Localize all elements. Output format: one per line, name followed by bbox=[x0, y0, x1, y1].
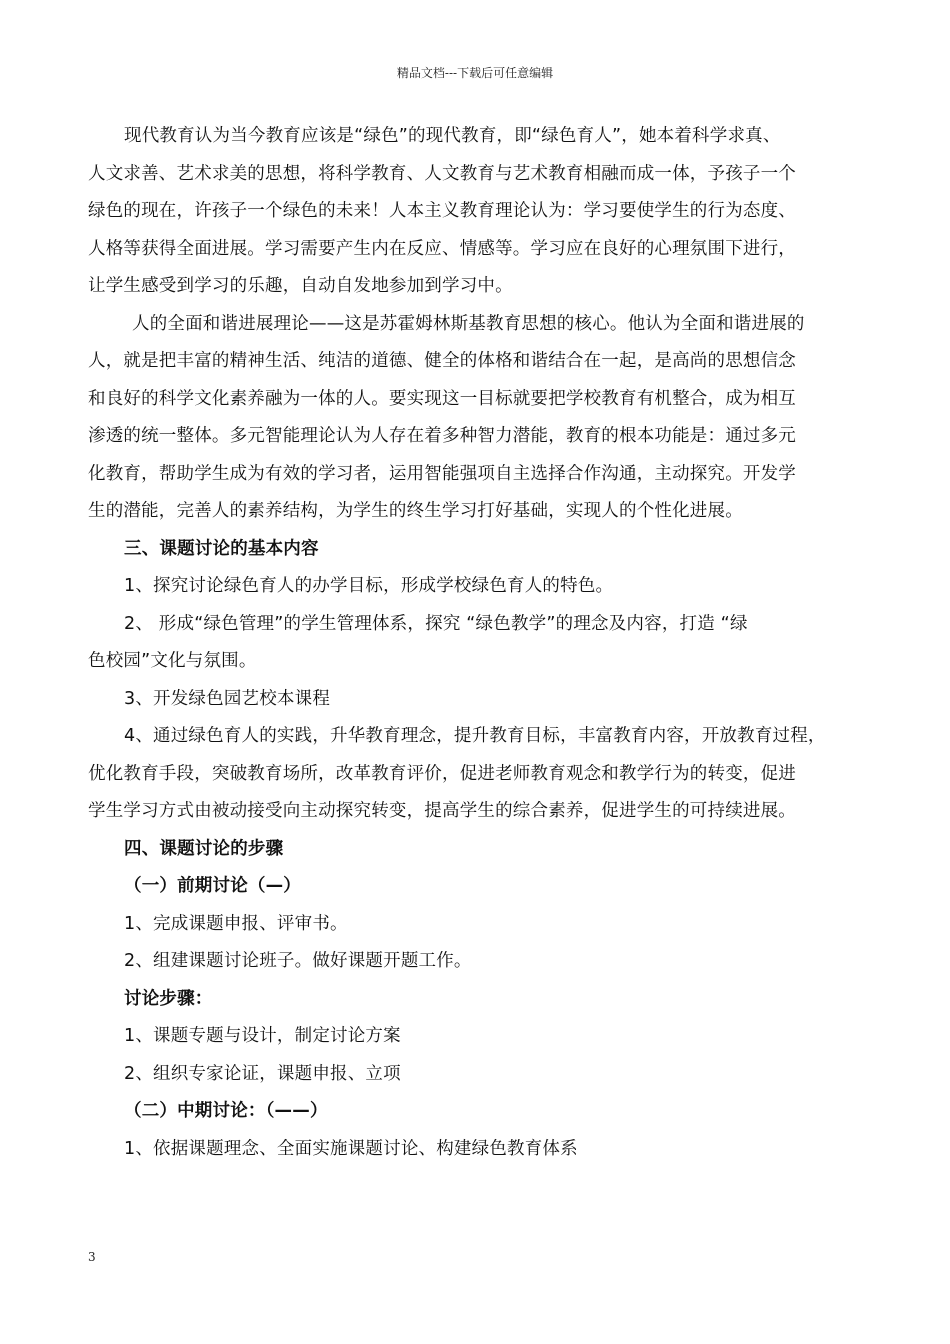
paragraph-line: 渗透的统一整体。多元智能理论认为人存在着多种智力潜能，教育的根本功能是：通过多元 bbox=[88, 426, 796, 446]
section-heading: 四、课题讨论的步骤 bbox=[124, 838, 284, 859]
list-item: 1、课题专题与设计，制定讨论方案 bbox=[124, 1026, 401, 1046]
list-item-continuation: 学生学习方式由被动接受向主动探究转变，提高学生的综合素养，促进学生的可持续进展。 bbox=[88, 801, 796, 821]
list-item: 2、 形成“绿色管理”的学生管理体系，探究 “绿色教学”的理念及内容，打造 “绿 bbox=[124, 613, 748, 634]
paragraph-line: 让学生感受到学习的乐趣，自动自发地参加到学习中。 bbox=[88, 276, 513, 296]
list-item-continuation: 优化教育手段，突破教育场所，改革教育评价，促进老师教育观念和教学行为的转变，促进 bbox=[88, 763, 796, 784]
paragraph-line: 人格等获得全面进展。学习需要产生内在反应、情感等。学习应在良好的心理氛围下进行， bbox=[88, 238, 796, 259]
paragraph-line: 人文求善、艺术求美的思想，将科学教育、人文教育与艺术教育相融而成一体，予孩子一个 bbox=[88, 163, 796, 184]
paragraph-line: 和良好的科学文化素养融为一体的人。要实现这一目标就要把学校教育有机整合，成为相互 bbox=[88, 388, 796, 409]
page-header: 精品文档---下载后可任意编辑 bbox=[396, 66, 554, 80]
list-item: 2、组建课题讨论班子。做好课题开题工作。 bbox=[124, 951, 472, 971]
list-item: 1、完成课题申报、评审书。 bbox=[124, 913, 348, 934]
list-item-continuation: 色校园”文化与氛围。 bbox=[88, 651, 257, 671]
list-item: 1、探究讨论绿色育人的办学目标，形成学校绿色育人的特色。 bbox=[124, 576, 614, 596]
list-item: 3、开发绿色园艺校本课程 bbox=[124, 688, 331, 709]
section-heading: 三、课题讨论的基本内容 bbox=[124, 538, 319, 559]
paragraph-line: 绿色的现在，许孩子一个绿色的未来！人本主义教育理论认为：学习要使学生的行为态度、 bbox=[88, 201, 796, 221]
paragraph-line: 人，就是把丰富的精神生活、纯洁的道德、健全的体格和谐结合在一起，是高尚的思想信念 bbox=[88, 351, 796, 371]
document-body bbox=[88, 118, 868, 1168]
list-item: 4、通过绿色育人的实践，升华教育理念，提升教育目标，丰富教育内容，开放教育过程， bbox=[124, 726, 826, 746]
page-number: 3 bbox=[88, 1250, 96, 1264]
paragraph-line: 现代教育认为当今教育应该是“绿色”的现代教育，即“绿色育人”，她本着科学求真、 bbox=[124, 126, 781, 146]
list-item: 2、组织专家论证，课题申报、立项 bbox=[124, 1063, 401, 1084]
subsection-heading: 讨论步骤： bbox=[124, 988, 213, 1009]
paragraph-line: 生的潜能，完善人的素养结构，为学生的终生学习打好基础，实现人的个性化进展。 bbox=[88, 501, 743, 521]
paragraph-line: 人的全面和谐进展理论——这是苏霍姆林斯基教育思想的核心。他认为全面和谐进展的 bbox=[132, 313, 805, 334]
subsection-heading: （一）前期讨论（—） bbox=[124, 876, 301, 896]
paragraph-line: 化教育，帮助学生成为有效的学习者，运用智能强项自主选择合作沟通，主动探究。开发学 bbox=[88, 463, 796, 484]
subsection-heading: （二）中期讨论：（——） bbox=[124, 1101, 328, 1121]
list-item: 1、依据课题理念、全面实施课题讨论、构建绿色教育体系 bbox=[124, 1138, 578, 1159]
